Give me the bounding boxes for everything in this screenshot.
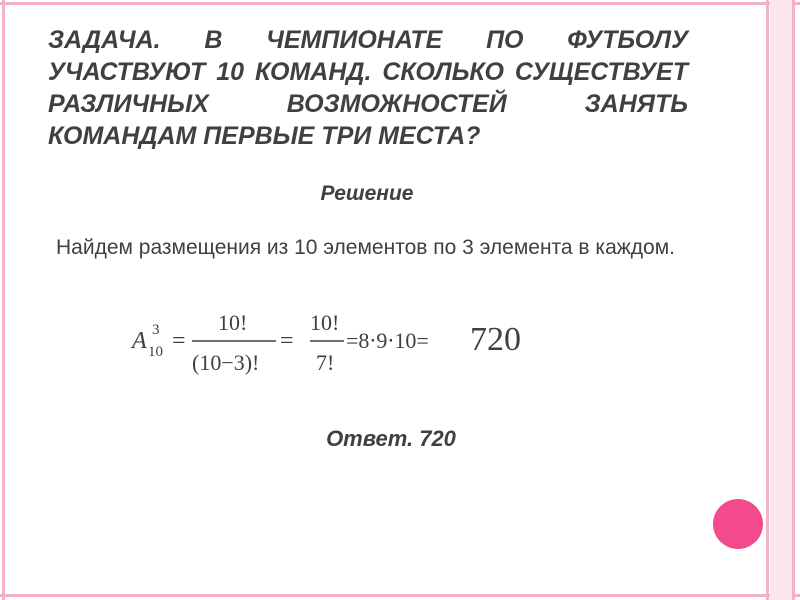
frame-right-line-outer [792,0,795,600]
formula-equals-1: = [172,328,186,354]
formula-equals-2: = [280,328,294,354]
answer-text: Ответ. 720 [326,426,456,451]
frame-left-line [2,0,5,600]
fraction1-denominator: (10−3)! [192,350,260,375]
task-statement: ЗАДАЧА. В ЧЕМПИОНАТЕ ПО ФУТБОЛУ УЧАСТВУЮТ 10 КОМАНД. СКОЛЬКО СУЩЕСТВУЕТ РАЗЛИЧНЫХ ВОЗМОЖНОСТЕЙ ЗАНЯТЬ КОМАНДАМ ПЕРВЫЕ ТРИ МЕСТА? [48,26,688,150]
arrangement-formula [130,300,560,390]
solution-text: Найдем размещения из 10 элементов по 3 элемента в каждом. [56,236,676,259]
formula-symbol: A [132,328,147,354]
decorative-pink-dot [713,499,763,549]
fraction2-numerator: 10! [310,310,340,335]
frame-right-line-inner [766,0,769,600]
frame-top-line [0,2,800,5]
formula-subscript: 10 [148,344,163,360]
formula-product: =8⋅9⋅10= [346,328,429,353]
frame-right-band [770,0,792,600]
fraction1-numerator: 10! [218,310,248,335]
solution-heading: Решение [320,182,414,205]
formula-svg [130,300,560,390]
fraction2-denominator: 7! [316,350,335,375]
formula-result: 720 [470,321,521,358]
formula-superscript: 3 [152,322,160,338]
frame-bottom-line [0,594,800,597]
